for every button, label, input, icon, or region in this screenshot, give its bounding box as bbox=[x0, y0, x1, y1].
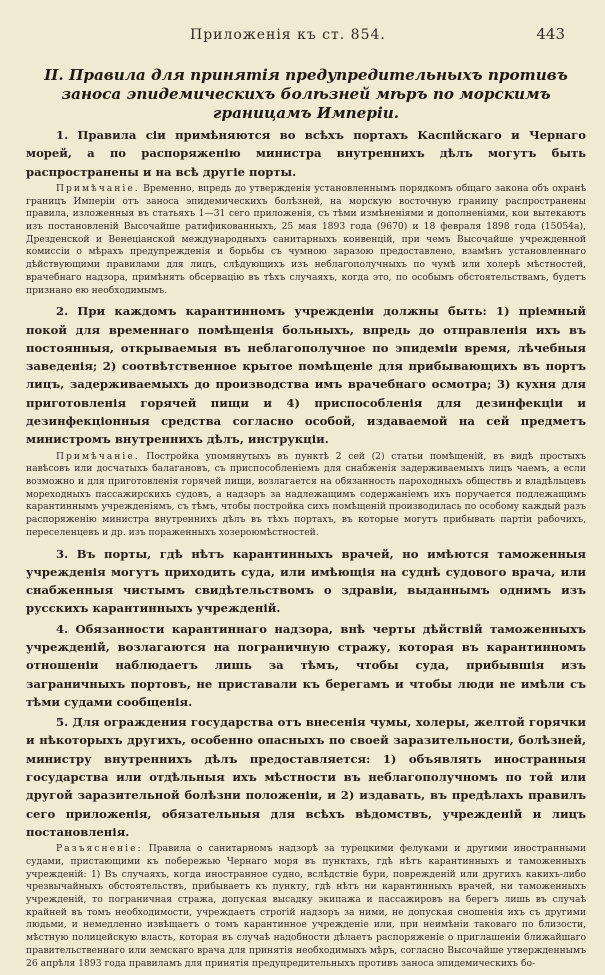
note-lead: Примѣчаніе. bbox=[56, 182, 140, 194]
section-title: II. Правила для принятія предупредительныхъ противъ заноса эпидемическихъ болѣзней мѣръ по морскимъ границамъ Имперіи. bbox=[44, 66, 568, 122]
article-2: 2. При каждомъ карантинномъ учрежденіи должны быть: 1) пріемный покой для временнаго помѣщенія больныхъ, впредь до отправленія ихъ въ постоянныя, открываемыя въ неблагополучное по эпидеміи время, лѣчебныя заведенія; 2) соотвѣтственное крытое помѣщеніе для прибывающихъ въ портъ лицъ, задерживаемыхъ до производства имъ врачебнаго осмотра; 3) кухня для приготовленія горячей пищи и 4) приспособленія для дезинфекціи и дезинфекціонныя средства согласно особой, издаваемой на сей предметъ министромъ внутреннихъ дѣлъ, инструкціи. bbox=[26, 304, 586, 447]
article-4: 4. Обязанности карантиннаго надзора, внѣ черты дѣйствій таможенныхъ учрежденій, возлагаются на пограничную стражу, которая въ карантинномъ отношеніи наблюдаетъ лишь за тѣмъ, чтобы суда, прибывшія изъ заграничныхъ портовъ, не приставали къ берегамъ и чтобы люди не имѣли съ тѣми судами сообщенія. bbox=[26, 621, 586, 709]
article-1: 1. Правила сіи примѣняются во всѣхъ портахъ Каспійскаго и Чернаго морей, а по распоряженію министра внутреннихъ дѣлъ могутъ быть распространены и на всѣ другіе порты. bbox=[26, 128, 586, 179]
page-number: 443 bbox=[536, 25, 565, 43]
note-lead: Примѣчаніе. bbox=[56, 450, 140, 462]
note-text: Постройка упомянутыхъ въ пунктѣ 2 сей (2) статьи помѣщеній, въ видѣ простыхъ навѣсовъ или досчатыхъ балагановъ, съ приспособленіемъ для снабженія задерживаемыхъ лицъ чаемъ, а если возможно и для приготовленія горячей пищи, возлагается на обязанность пароходныхъ обществъ и владѣльцевъ мореходныхъ пассажирскихъ судовъ, а надзоръ за надлежащимъ содержаніемъ ихъ поручается подлежащимъ карантиннымъ учрежденіямъ, съ тѣмъ, чтобы постройка сихъ помѣщеній производилась по особому каждый разъ распоряженію министра внутреннихъ дѣлъ въ тѣхъ портахъ, въ которые могутъ прибывать партіи рабочихъ, переселенцевъ и др. изъ пораженныхъ хозероюмѣстностей. bbox=[26, 450, 587, 538]
note-article-1 bbox=[26, 183, 586, 297]
article-3: 3. Въ порты, гдѣ нѣтъ карантинныхъ врачей, но имѣются таможенныя учрежденія могутъ приходить суда, или имѣющія на суднѣ судового врача, или снабженныя чистымъ свидѣтельствомъ о здравіи, выданнымъ однимъ изъ русскихъ карантинныхъ учрежденій. bbox=[26, 546, 586, 616]
document-body bbox=[26, 126, 586, 975]
note-article-2 bbox=[26, 451, 586, 540]
note-text: Временно, впредь до утвержденія установленнымъ порядкомъ общаго закона объ охранѣ границъ Имперіи отъ заноса эпидемическихъ болѣзней, на морскую восточную границу распространены правила, изложенныя въ статьяхъ 1—31 сего приложенія, съ тѣми измѣненіями и дополненіями, кои вытекаютъ изъ постановленій Высочайше ратификованныхъ, 25 мая 1893 года (9670) и 18 февраля 1898 года (15054а), Дрезденской и Венеціанской международныхъ санитарныхъ конвенцій, при чемъ Высочайше учрежденной комиссіи о мѣрахъ предупрежденія и борьбы съ чумною заразою предоставлено, взамѣнъ установленнаго дѣйствующими правилами для лицъ, слѣдующихъ изъ неблагополучныхъ по чумѣ или холерѣ мѣстностей, врачебнаго надзора, примѣнять обсервацію въ тѣхъ случаяхъ, когда это, по особымъ обстоятельствамъ, будетъ признано ею необходимымъ. bbox=[26, 182, 586, 296]
running-head: Приложенія къ ст. 854. bbox=[190, 27, 386, 43]
article-5: 5. Для ограждения государства отъ внесенія чумы, холеры, желтой горячки и нѣкоторыхъ другихъ, особенно опасныхъ по своей заразительности, болѣзней, министру внутреннихъ дѣлъ предоставляется: 1) объявлять иностранныя государства или отдѣльныя ихъ мѣстности въ неблагополучномъ по той или другой заразительной болѣзни положеніи, и 2) издавать, въ предѣлахъ правилъ сего приложенія, обязательныя для всѣхъ вѣдомствъ, учрежденій и лицъ постановленія. bbox=[26, 715, 586, 839]
explanation-lead: Разъясненіе: bbox=[56, 843, 143, 855]
explanation-text: Правила о санитарномъ надзорѣ за турецкими фелуками и другими иностранными судами, пристающими къ побережью Чернаго моря въ пунктахъ, гдѣ нѣтъ карантинныхъ и таможенныхъ учрежденій: 1) Въ случаяхъ, когда иностранное судно, вслѣдствіе бури, поврежденій или другихъ какихъ-либо чрезвычайныхъ обстоятельствъ, прибываетъ къ пункту, гдѣ нѣтъ ни карантинныхъ врачей, ни таможенныхъ учрежденій, то пограничная стража, допуская высадку экипажа и пассажировъ на берегъ лишь въ случаѣ крайней въ томъ необходимости, учреждаетъ строгій надзоръ за ними, не допуская сношенія ихъ съ другими людьми, и немедленно извѣщаетъ о томъ карантинное учрежденіе или, при неимѣніи таковаго по близости, мѣстную полицейскую власть, которая въ случаѣ надобности дѣлаетъ распоряженіе о приглашеніи ближайшаго правительственнаго или земскаго врача для принятія необходимыхъ мѣръ, согласно Высочайше утвержденнымъ 26 апрѣля 1893 года правиламъ для принятія предупредительныхъ противъ заноса эпидемическихъ бо- bbox=[26, 843, 586, 969]
explanation-article-5 bbox=[26, 843, 586, 970]
